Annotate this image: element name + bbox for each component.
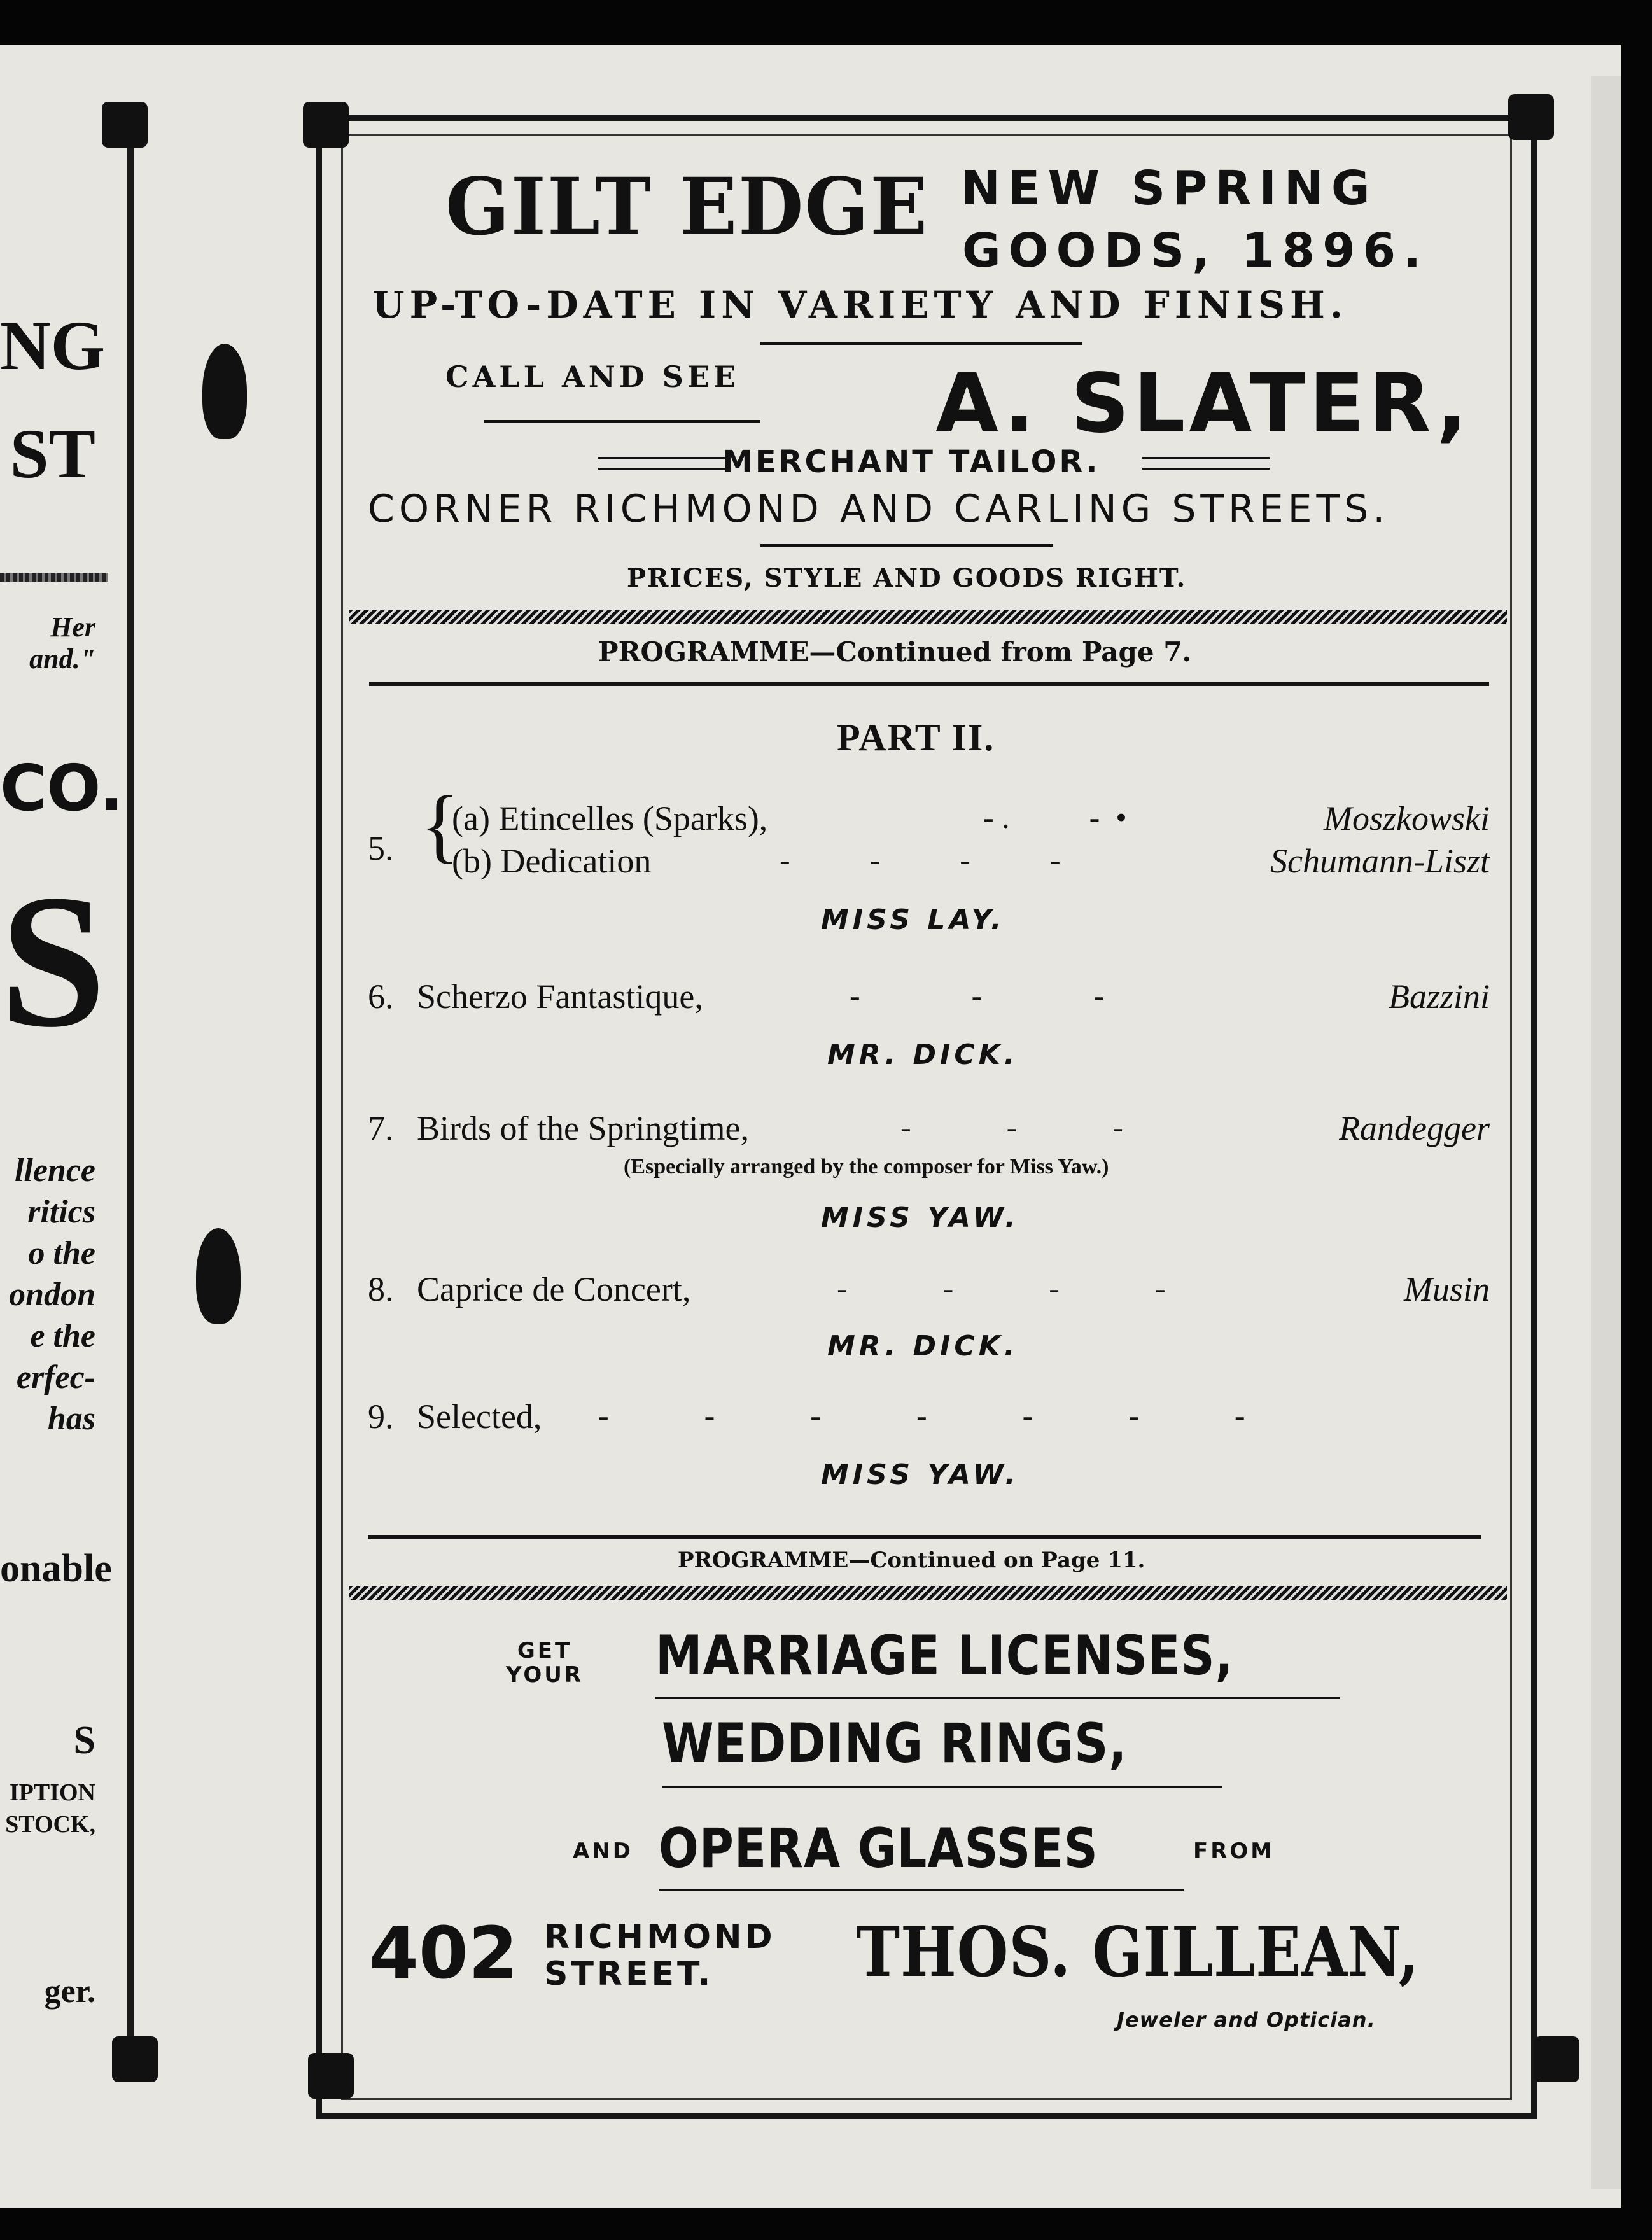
composer: Bazzini — [1388, 977, 1490, 1016]
frame-corner-ornament — [1534, 2036, 1579, 2082]
left-page-border — [127, 115, 134, 2036]
page-edge — [1591, 76, 1621, 2189]
leader-dashes: - - - - — [837, 1270, 1166, 1306]
left-fragment-text: ger. — [44, 1973, 95, 2010]
leader-dashes: - - - — [900, 1109, 1123, 1145]
performer: MISS YAW. — [821, 1459, 1020, 1491]
hatched-divider — [349, 1586, 1507, 1600]
item-number: 8. — [368, 1270, 394, 1308]
left-fragment-rule — [0, 573, 108, 582]
performer: MR. DICK. — [827, 1330, 1019, 1362]
merchant-tailor: MERCHANT TAILOR. — [722, 444, 1100, 480]
ornament-rule — [484, 420, 760, 423]
frame-corner-ornament — [1508, 94, 1554, 140]
left-page-fragment — [0, 115, 134, 2049]
left-fragment-text: ondon — [9, 1277, 95, 1313]
street-number: 402 — [369, 1912, 518, 1995]
composer: Musin — [1404, 1270, 1490, 1308]
hatched-divider — [349, 610, 1507, 624]
jeweler-optician: Jeweler and Optician. — [1117, 2008, 1376, 2032]
item-number: 7. — [368, 1109, 394, 1147]
binding-hole-blot — [196, 1228, 241, 1324]
street-line: RICHMOND — [544, 1918, 776, 1956]
brace: { — [420, 780, 460, 871]
programme-rule — [369, 682, 1489, 686]
performer: MISS YAW. — [821, 1201, 1020, 1234]
ornament-rule — [1142, 457, 1270, 470]
programme-continued-on: PROGRAMME—Continued on Page 11. — [678, 1548, 1145, 1573]
programme-item-title: (b) Dedication — [452, 842, 652, 880]
item-number: 9. — [368, 1397, 394, 1436]
left-fragment-text: CO. — [0, 751, 124, 825]
composer: Schumann-Liszt — [1270, 842, 1490, 880]
prices-motto: PRICES, STYLE AND GOODS RIGHT. — [627, 563, 1187, 593]
left-fragment-text: and." — [29, 643, 95, 675]
programme-item-title: Scherzo Fantastique, — [417, 977, 703, 1016]
underline — [760, 544, 1053, 547]
get-your-label — [506, 1639, 584, 1687]
left-fragment-text: ST — [10, 415, 95, 493]
left-fragment-text: has — [47, 1401, 95, 1437]
leader-dashes: - - - — [850, 977, 1104, 1013]
left-fragment-text: S — [0, 855, 106, 1067]
underline — [659, 1889, 1184, 1891]
left-fragment-text: Her — [50, 612, 95, 643]
programme-item-title: Birds of the Springtime, — [417, 1109, 749, 1147]
up-to-date-line: UP-TO-DATE IN VARIETY AND FINISH. — [372, 283, 1348, 326]
left-fragment-text: erfec- — [16, 1359, 95, 1396]
goods-year-heading: GOODS, 1896. — [962, 223, 1429, 278]
performer: MR. DICK. — [827, 1039, 1019, 1071]
frame-corner-ornament — [308, 2053, 354, 2099]
left-fragment-text: o the — [28, 1235, 95, 1271]
marriage-licenses: MARRIAGE LICENSES, — [655, 1624, 1234, 1688]
binding-hole-blot — [202, 344, 247, 439]
and-word: AND — [573, 1838, 633, 1864]
gillean-name: THOS. GILLEAN, — [856, 1912, 1420, 1992]
underline — [655, 1697, 1340, 1699]
left-fragment-text: NG — [0, 307, 105, 384]
part-title: PART II. — [837, 717, 995, 759]
slater-name: A. SLATER, — [935, 356, 1471, 451]
gilt-edge-heading: GILT EDGE — [445, 160, 929, 253]
left-fragment-text: e the — [30, 1318, 95, 1354]
programme-rule — [368, 1535, 1481, 1539]
left-fragment-text: onable — [0, 1547, 112, 1590]
frame-corner-ornament — [112, 2036, 158, 2082]
composer: Randegger — [1339, 1109, 1490, 1147]
new-spring-heading: NEW SPRING — [961, 161, 1378, 216]
call-and-see: CALL AND SEE — [445, 360, 739, 394]
slater-address: CORNER RICHMOND AND CARLING STREETS. — [368, 487, 1390, 531]
street-name — [544, 1919, 776, 1992]
leader-dashes: - - - - — [780, 842, 1061, 878]
programme-item-title: (a) Etincelles (Sparks), — [452, 799, 768, 837]
item-number: 6. — [368, 977, 394, 1016]
street-line: STREET. — [544, 1955, 714, 1993]
arrangement-note: (Especially arranged by the composer for Miss Yaw.) — [624, 1155, 1109, 1179]
performer: MISS LAY. — [821, 904, 1005, 936]
programme-item-title: Selected, — [417, 1397, 542, 1436]
left-fragment-text: STOCK, — [5, 1811, 95, 1838]
left-fragment-text: S — [73, 1719, 95, 1762]
frame-corner-ornament — [303, 102, 349, 148]
opera-glasses: OPERA GLASSES — [659, 1817, 1098, 1880]
your-word: YOUR — [506, 1662, 584, 1688]
programme-item-title: Caprice de Concert, — [417, 1270, 691, 1308]
composer: Moszkowski — [1324, 799, 1490, 837]
frame-corner-ornament — [102, 102, 148, 148]
get-word: GET — [517, 1638, 573, 1663]
programme-continued-from: PROGRAMME—Continued from Page 7. — [598, 636, 1192, 668]
underline — [662, 1786, 1222, 1788]
item-number: 5. — [368, 829, 394, 867]
left-fragment-text: IPTION — [9, 1779, 95, 1806]
left-fragment-text: ritics — [27, 1194, 95, 1230]
ornament-rule — [598, 457, 725, 470]
underline — [760, 342, 1082, 345]
leader-dashes: - - - - - - - — [598, 1397, 1245, 1433]
from-word: FROM — [1193, 1838, 1275, 1864]
wedding-rings: WEDDING RINGS, — [662, 1712, 1128, 1775]
leader-dashes: - . - • — [983, 799, 1127, 835]
left-fragment-text: llence — [14, 1152, 95, 1189]
